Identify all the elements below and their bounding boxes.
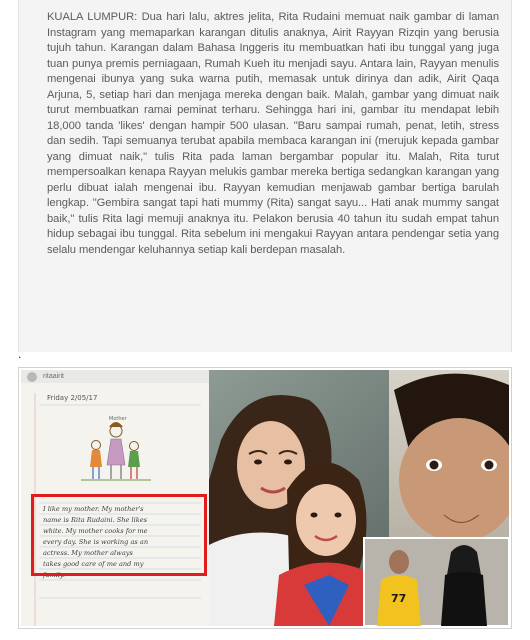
svg-text:takes good care of me and my: takes good care of me and my — [43, 560, 144, 568]
svg-text:actress. My mother always: actress. My mother always — [43, 549, 133, 557]
svg-text:name is Rita Rudaini. She like: name is Rita Rudaini. She likes — [43, 516, 148, 524]
instagram-username: ritaairit — [43, 373, 65, 380]
handwritten-essay-photo — [21, 370, 209, 626]
shirt-number: 77 — [391, 592, 407, 605]
family-photos-illustration — [209, 370, 509, 626]
highlight-box — [31, 494, 207, 576]
article-container — [18, 0, 512, 352]
svg-text:I like my mother. My mother's: I like my mother. My mother's — [43, 505, 144, 513]
svg-text:Mother: Mother — [109, 416, 127, 422]
family-photo-collage — [209, 370, 509, 626]
avatar — [27, 372, 37, 382]
article-image[interactable] — [18, 367, 512, 629]
svg-text:white. My mother cooks for me: white. My mother cooks for me — [43, 527, 148, 535]
separator-dot: . — [18, 347, 22, 361]
instagram-header — [21, 370, 209, 383]
article-paragraph: KUALA LUMPUR: Dua hari lalu, aktres jelita, Rita Rudaini memuat naik gambar di laman Instagram yang memaparkan karangan ditulis anaknya, Airit Rayyan Rizqin yang berusia tujuh tahun. Karangan dalam Bahasa Inggeris itu membuatkan hati ibu tunggal yang juga tuan punya premis perniagaan, Rumah Kueh itu menjadi sayu. Antara lain, Rayyan menulis mengenai ibunya yang suka warna putih, memasak untuk dirinya dan adik, Airit Qaqa Arjuna, 5, setiap hari dan menjaga mereka dengan baik. Malah, gambar yang dimuat naik turut membuatkan ramai peminat terharu. Sehingga hari ini, gambar itu mendapat lebih 18,000 tanda 'likes' dengan hampir 500 ulasan. "Baru sampai rumah, penat, letih, stress dan sedih. Tapi semuanya terubat apabila membaca karangan ini (merujuk kepada gambar yang dimuat naik," tulis Rita pada laman bergambar popular itu. Malah, Rita turut mempersoalkan kenapa Rayyan melukis gambar mereka bertiga sedangkan karangan yang perlu dibuat ialah mengenai ibu. Rayyan kemudian menjawab gambar bertiga barulah lengkap. "Gembira sangat tapi hati mummy (Rita) sangat sayu... Hati anak mummy sangat baik," tulis Rita lagi memuji anaknya itu. Pelakon berusia 40 tahun itu sudah empat tahun hidup sebagai ibu tunggal. Rita sebelum ini mengakui Rayyan antara pendengar setia yang selalu mendengar keluhannya setiap kali berdepan masalah. — [47, 11, 499, 256]
svg-text:family.: family. — [43, 571, 65, 579]
essay-date: Friday 2/05/17 — [47, 394, 98, 402]
svg-text:every day. She is working as a: every day. She is working as an — [43, 538, 149, 546]
